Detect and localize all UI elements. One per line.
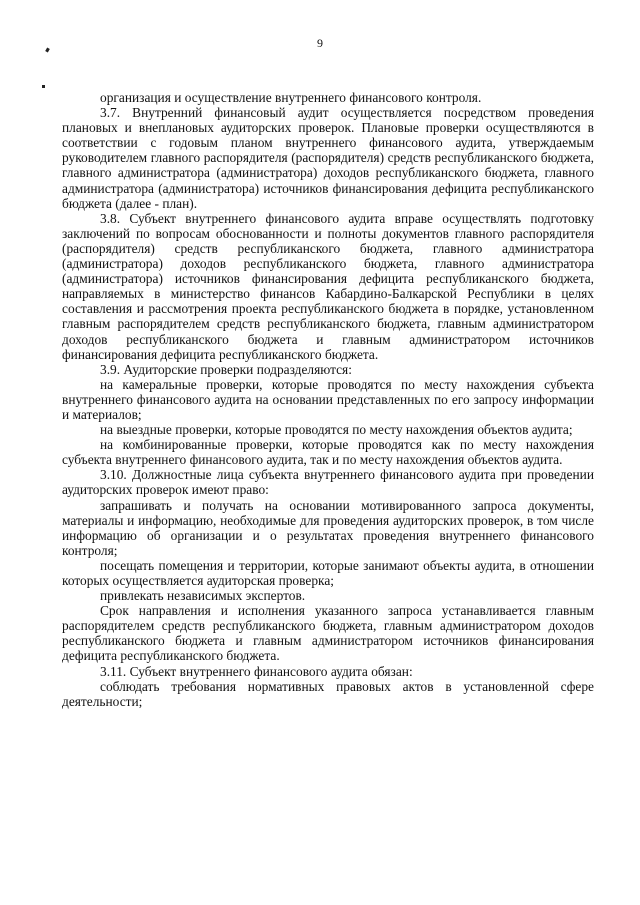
paragraph-continuation: организация и осуществление внутреннего финансового контроля. (100, 90, 482, 105)
paragraph-3-8: 3.8. Субъект внутреннего финансового аудита вправе осуществлять подготовку заключений по вопросам обоснованности и полноты документов главного распорядителя (распорядителя) средств республиканского бюджета, главного администратора (администратора) доходов республиканского бюджета, главного администратора (администратора) источников финансирования дефицита республиканского бюджета, направляемых в министерство финансов Кабардино-Балкарской Республики в целях составления и рассмотрения проекта республиканского бюджета в порядке, установленном главным распорядителем средств республиканского бюджета, главным администратором доходов республиканского бюджета и главным администратором источников финансирования дефицита республиканского бюджета. (62, 210, 594, 362)
paragraph-3-9: 3.9. Аудиторские проверки подразделяются: (100, 361, 352, 377)
document-body (62, 90, 594, 709)
list-item-combined-audits: на комбинированные проверки, которые проводятся как по месту нахождения субъекта внутреннего финансового аудита, так и по месту нахождения объектов аудита. (62, 437, 594, 468)
paragraph-request-deadline: Срок направления и исполнения указанного запроса устанавливается главным распорядителем средств республиканского бюджета, главным администратором доходов республиканского бюджета и главным администратором источников финансирования дефицита республиканского бюджета. (62, 603, 594, 664)
paragraph-3-10: 3.10. Должностные лица субъекта внутреннего финансового аудита при проведении аудиторских проверок имеют право: (62, 467, 594, 498)
list-item-comply-requirements: соблюдать требования нормативных правовых актов в установленной сфере деятельности; (62, 678, 594, 709)
paragraph-3-11: 3.11. Субъект внутреннего финансового аудита обязан: (100, 663, 413, 679)
scan-artifact (42, 85, 45, 88)
list-item-desk-audits: на камеральные проверки, которые проводятся по месту нахождения субъекта внутреннего финансового аудита на основании представленных по его запросу информации и материалов; (62, 376, 594, 422)
scan-artifact (45, 48, 50, 53)
paragraph-3-7: 3.7. Внутренний финансовый аудит осуществляется посредством проведения плановых и внеплановых аудиторских проверок. Плановые проверки осуществляются в соответствии с годовым планом внутреннего финансового аудита, утверждаемым руководителем главного распорядителя (распорядителя) средств республиканского бюджета, главного администратора (администратора) доходов республиканского бюджета, главного администратора (администратора) источников финансирования дефицита республиканского бюджета (далее - план). (62, 105, 594, 211)
page-number: 9 (317, 36, 323, 50)
list-item-request-documents: запрашивать и получать на основании мотивированного запроса документы, материалы и информацию, необходимые для проведения аудиторских проверок, в том числе информацию об организации и о результатах проведения внутреннего финансового контроля; (62, 497, 594, 558)
list-item-engage-experts: привлекать независимых экспертов. (100, 588, 306, 604)
list-item-visit-premises: посещать помещения и территории, которые занимают объекты аудита, в отношении которых осуществляется аудиторская проверка; (62, 557, 594, 588)
list-item-field-audits: на выездные проверки, которые проводятся по месту нахождения объектов аудита; (100, 422, 573, 438)
